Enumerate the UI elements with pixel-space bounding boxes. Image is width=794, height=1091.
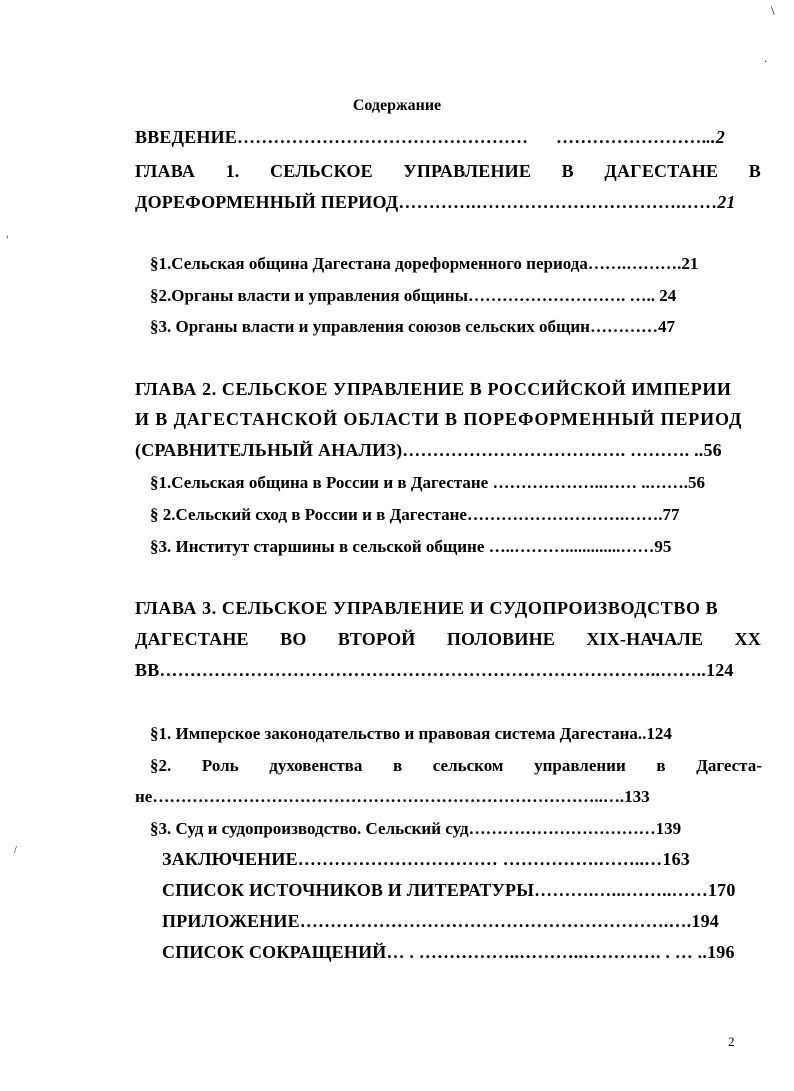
page-number: 2 bbox=[728, 1034, 735, 1049]
word: XX bbox=[734, 629, 761, 649]
word: §2. bbox=[150, 756, 172, 775]
chapter-1-title-end: ДОРЕФОРМЕННЫЙ ПЕРИОД………….…………………………….…… bbox=[135, 192, 718, 212]
toc-section-1-3: §3. Органы власти и управления союзов сельских общин…………47 bbox=[150, 317, 675, 336]
word: в bbox=[392, 756, 403, 775]
word: ГЛАВА bbox=[135, 161, 196, 181]
word: ДАГЕСТАНЕ bbox=[135, 629, 249, 649]
toc-section-3-2-line2: не……………………………………………………………………..….133 bbox=[135, 787, 650, 806]
word: 1. bbox=[225, 161, 240, 181]
toc-section-3-3: §3. Суд и судопроизводство. Сельский суд……………………………139 bbox=[150, 819, 682, 838]
toc-abbreviations: СПИСОК СОКРАЩЕНИЙ… . ……………..………..…………. . … ..196 bbox=[162, 942, 735, 962]
word: сельском bbox=[432, 756, 504, 775]
word: в bbox=[656, 756, 666, 775]
scan-speck-left-1: ‹ bbox=[6, 232, 9, 241]
word: ДАГЕСТАНЕ bbox=[604, 161, 719, 181]
toc-entry-introduction-leader bbox=[556, 127, 725, 147]
toc-section-1-2: §2.Органы власти и управления общины………………………. ….. 24 bbox=[150, 286, 677, 305]
toc-sources-and-literature: СПИСОК ИСТОЧНИКОВ И ЛИТЕРАТУРЫ……….…...……..……170 bbox=[162, 880, 736, 900]
scan-speck-top-right: \ bbox=[771, 3, 775, 18]
toc-chapter-3-heading-line3: ВВ………………………………………………………………………..……..124 bbox=[135, 660, 734, 680]
word: духовенства bbox=[269, 756, 363, 775]
word: управлении bbox=[534, 756, 626, 775]
intro-page: ..2 bbox=[706, 127, 725, 147]
toc-section-2-1: §1.Сельская община в России и в Дагестане ………………..…… ..…….56 bbox=[150, 473, 705, 492]
toc-title: Содержание bbox=[352, 97, 442, 114]
word: Дагеста- bbox=[696, 756, 762, 775]
intro-label: ВВЕДЕНИЕ………………………………………… bbox=[135, 127, 529, 147]
toc-section-2-2: § 2.Сельский сход в России и в Дагестане……………………….…….77 bbox=[150, 505, 680, 524]
toc-chapter-3-heading-line1: ГЛАВА 3. СЕЛЬСКОЕ УПРАВЛЕНИЕ И СУДОПРОИЗВОДСТВО В bbox=[135, 598, 719, 618]
toc-section-3-2-line1 bbox=[150, 756, 762, 776]
scan-speck-right: · bbox=[764, 57, 768, 68]
toc-entry-introduction bbox=[135, 127, 528, 147]
word: ВТОРОЙ bbox=[337, 629, 416, 649]
word: В bbox=[561, 161, 574, 181]
word: В bbox=[748, 161, 761, 181]
toc-chapter-2-heading-line1: ГЛАВА 2. СЕЛЬСКОЕ УПРАВЛЕНИЕ В РОССИЙСКОЙ ИМПЕРИИ bbox=[135, 379, 732, 399]
toc-chapter-2-heading-line3: (СРАВНИТЕЛЬНЫЙ АНАЛИЗ)………………………………. ………. ..56 bbox=[135, 440, 722, 460]
word: СЕЛЬСКОЕ bbox=[270, 161, 373, 181]
toc-chapter-3-heading-line2 bbox=[135, 629, 761, 649]
scan-speck-left-2: / bbox=[14, 845, 17, 856]
toc-conclusion: ЗАКЛЮЧЕНИЕ…………………………… …………….……..…163 bbox=[162, 849, 690, 869]
word: ПОЛОВИНЕ bbox=[446, 629, 555, 649]
word: УПРАВЛЕНИЕ bbox=[403, 161, 532, 181]
intro-dots: ……………………. bbox=[556, 127, 707, 147]
word: Роль bbox=[201, 756, 239, 775]
toc-section-3-1: §1. Имперское законодательство и правовая система Дагестана..124 bbox=[150, 724, 672, 743]
toc-appendix: ПРИЛОЖЕНИЕ…………………………………………………….….194 bbox=[162, 911, 719, 931]
word: XIX-НАЧАЛЕ bbox=[586, 629, 704, 649]
toc-section-1-1: §1.Сельская община Дагестана дореформенного периода…….……….21 bbox=[150, 254, 699, 273]
toc-chapter-1-heading-line1 bbox=[135, 161, 761, 181]
toc-section-2-3: §3. Институт старшины в сельской общине …..……….............……95 bbox=[150, 537, 672, 556]
toc-chapter-2-heading-line2: И В ДАГЕСТАНСКОЙ ОБЛАСТИ В ПОРЕФОРМЕННЫЙ ПЕРИОД bbox=[135, 409, 743, 429]
word: ВО bbox=[280, 629, 307, 649]
chapter-1-page: 21 bbox=[717, 192, 736, 212]
toc-chapter-1-heading-line2 bbox=[135, 192, 736, 212]
